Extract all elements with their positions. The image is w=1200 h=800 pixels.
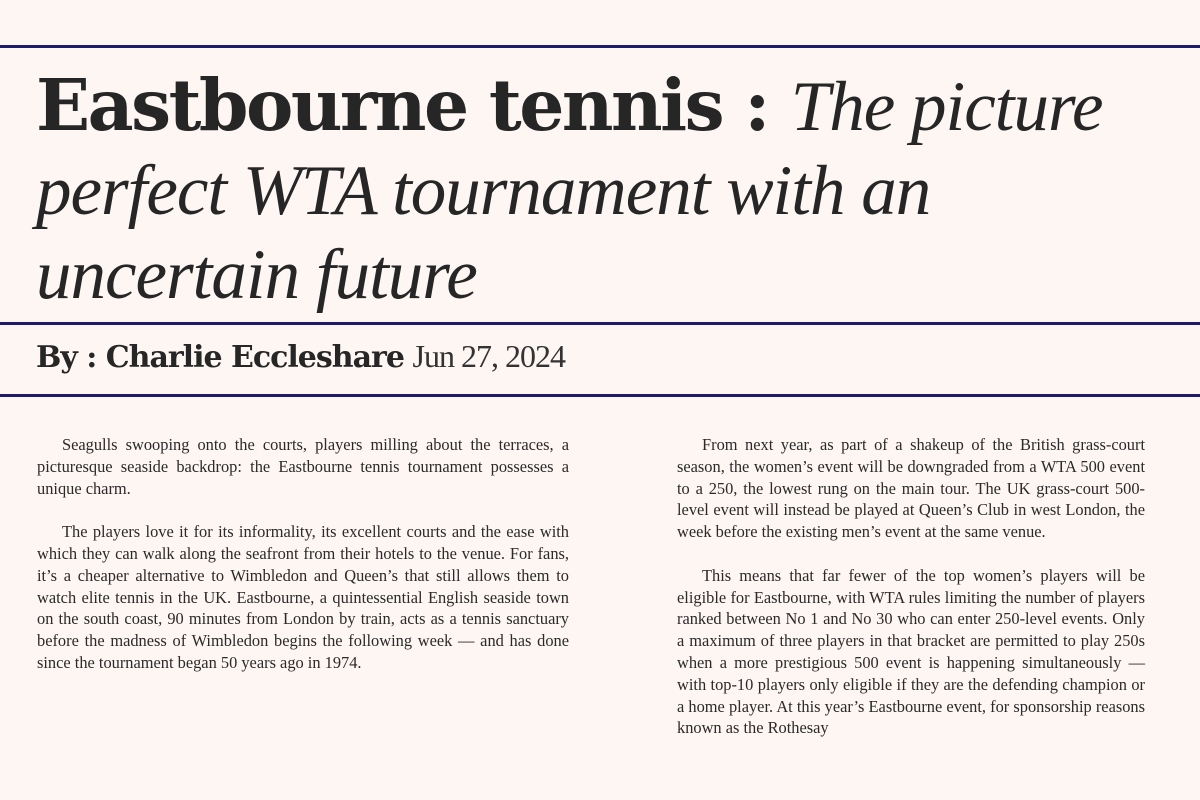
byline-author: By : Charlie Eccleshare — [36, 340, 404, 375]
top-rule — [0, 45, 1200, 48]
paragraph: This means that far fewer of the top women’s players will be eligible for Eastbourne, with WTA rules limiting the number of players ranked between No 1 and No 30 who can enter 250-level events. Only a maximum of three players in that bracket are permitted to play 250s when a more prestigious 500 event is happening simultaneously — with top-10 players only eligible if they are the defending champion or a home player. At this year’s Eastbourne event, for sponsorship reasons known as the Rothesay — [677, 565, 1145, 738]
paragraph: From next year, as part of a shakeup of the British grass-court season, the women’s event will be downgraded from a WTA 500 event to a 250, the lowest rung on the main tour. The UK grass-court 500-level event will instead be played at Queen’s Club in west London, the week before the existing men’s event at the same venue. — [677, 435, 1145, 542]
headline-italic: The picture perfect WTA tournament with an uncertain future — [36, 68, 1103, 314]
byline-bottom-rule — [0, 394, 1200, 397]
article-column-left — [37, 434, 569, 696]
headline-bold: Eastbourne tennis : — [36, 63, 769, 147]
paragraph: The players love it for its informality, its excellent courts and the ease with which they can walk along the seafront from their hotels to the venue. For fans, it’s a cheaper alternative to Wimbledon and Queen’s that still allows them to watch elite tennis in the UK. Eastbourne, a quintessential English seaside town on the south coast, 90 minutes from London by train, acts as a tennis sanctuary before the madness of Wimbledon begins the following week — and has done since the tournament began 50 years ago in 1974. — [37, 522, 569, 672]
byline-date: Jun 27, 2024 — [412, 338, 565, 374]
headline-bottom-rule — [0, 322, 1200, 325]
article-column-right — [677, 434, 1145, 761]
byline — [36, 336, 565, 378]
paragraph: Seagulls swooping onto the courts, players milling about the terraces, a picturesque seaside backdrop: the Eastbourne tennis tournament possesses a unique charm. — [37, 435, 569, 498]
headline — [36, 64, 1166, 316]
